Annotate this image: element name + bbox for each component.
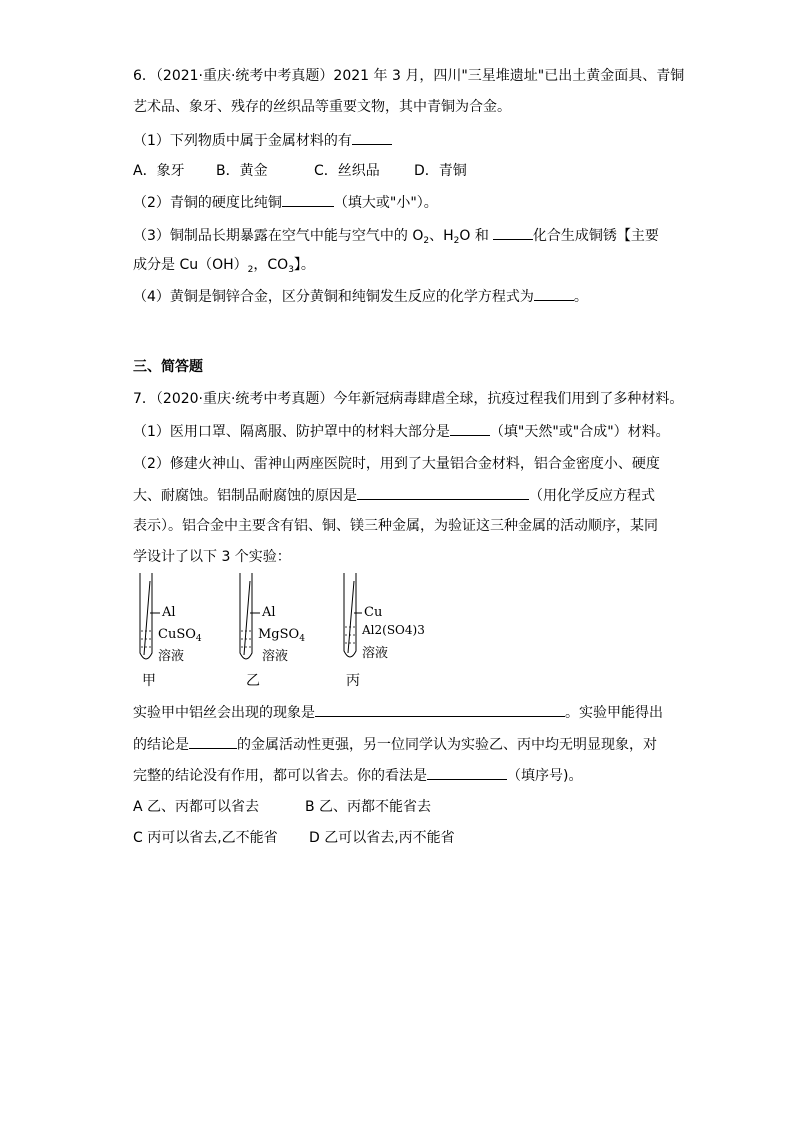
tube-yi-solution — [258, 627, 305, 644]
q7-part2-answer-blank[interactable] — [357, 485, 529, 500]
q6-part2 — [133, 192, 438, 213]
tube-bing-solution: Al2(SO4)3 — [362, 623, 425, 637]
q6-part1-answer-blank[interactable] — [352, 130, 392, 145]
q7-part3-text-d: 的金属活动性更强，另一位同学认为实验乙、丙中均无明显现象，对 — [237, 737, 657, 753]
q6-part3-text-b: 、H — [429, 228, 454, 244]
tube-bing-liquid: 溶液 — [362, 646, 389, 661]
q6-part3-text-e: 成分是 Cu（OH） — [133, 257, 248, 273]
q6-part1 — [133, 130, 392, 151]
q7-part3-line1 — [133, 702, 663, 723]
q6-part2-hint: （填大或"小"）。 — [333, 195, 438, 211]
q6-part3-text-f: ，CO — [253, 257, 289, 273]
q6-part1-text: （1）下列物质中属于金属材料的有 — [133, 133, 352, 149]
subscript: 4 — [195, 634, 202, 644]
q7-part3-answer-blank-choice[interactable] — [427, 765, 507, 780]
subscript: 4 — [299, 634, 305, 644]
q7-part2-line4: 学设计了以下 3 个实验： — [133, 549, 291, 565]
section-title: 三、简答题 — [133, 359, 203, 375]
q6-part4-answer-blank[interactable] — [534, 286, 574, 301]
tube-bing-caption: 丙 — [346, 673, 360, 689]
tube-jia-solution-formula: CuSO — [158, 627, 196, 642]
q7-part2-line1: （2）修建火神山、雷神山两座医院时，用到了大量铝合金材料，铝合金密度小、硬度 — [133, 456, 660, 472]
q6-option-c[interactable]: C．丝织品 — [314, 163, 380, 179]
q7-part3-text-f: （填序号)。 — [507, 768, 583, 784]
subscript: 2 — [453, 236, 460, 246]
q7-part2-line3: 表示）。铝合金中主要含有铝、铜、镁三种金属，为验证这三种金属的活动顺序，某同 — [133, 518, 658, 534]
q6-part4-text: （4）黄铜是铜锌合金，区分黄铜和纯铜发生反应的化学方程式为 — [133, 289, 534, 305]
q6-option-a[interactable]: A．象牙 — [133, 163, 185, 179]
q7-part3-line3 — [133, 765, 582, 786]
q7-options-row2 — [133, 828, 455, 848]
q6-part3-answer-blank[interactable] — [493, 225, 533, 240]
q6-part2-answer-blank[interactable] — [282, 192, 334, 207]
tube-jia-caption: 甲 — [142, 673, 156, 689]
q6-part3-cont — [133, 255, 315, 280]
q6-options — [133, 161, 467, 181]
q7-option-b[interactable]: B 乙、丙都不能省去 — [305, 799, 432, 815]
q6-stem-line2: 艺术品、象牙、残存的丝织品等重要文物，其中青铜为合金。 — [133, 99, 511, 115]
tube-yi-caption: 乙 — [246, 673, 260, 689]
q7-part1-answer-blank[interactable] — [450, 421, 490, 436]
q7-part3-answer-blank-metal[interactable] — [189, 734, 237, 749]
q6-option-b[interactable]: B．黄金 — [216, 163, 268, 179]
q6-part3-text-c: O 和 — [459, 228, 489, 244]
tube-yi-metal: Al — [262, 605, 276, 620]
q6-option-d[interactable]: D．青铜 — [414, 163, 467, 179]
q7-stem: 7．（2020·重庆·统考中考真题）今年新冠病毒肆虐全球，抗疫过程我们用到了多种材料。 — [133, 391, 684, 407]
q7-part3-text-b: 。实验甲能得出 — [565, 705, 663, 721]
q6-part2-text: （2）青铜的硬度比纯铜 — [133, 195, 282, 211]
tube-bing — [342, 573, 432, 668]
tube-jia — [138, 573, 218, 668]
q6-part3-text: （3）铜制品长期暴露在空气中能与空气中的 O — [133, 228, 424, 244]
q7-option-d[interactable]: D 乙可以省去,丙不能省 — [309, 830, 455, 846]
q6-part3-text-d: 化合生成铜锈【主要 — [532, 228, 659, 244]
q7-option-c[interactable]: C 丙可以省去,乙不能省 — [133, 830, 278, 846]
q6-stem-line1: 6．（2021·重庆·统考中考真题）2021 年 3 月，四川"三星堆遗址"已出土黄金面具、青铜 — [133, 68, 685, 84]
tube-bing-metal: Cu — [364, 605, 383, 620]
q7-part3-text-e: 完整的结论没有作用，都可以省去。你的看法是 — [133, 768, 427, 784]
q7-part2-text-c: （用化学反应方程式 — [529, 488, 655, 504]
q7-part3-text-c: 的结论是 — [133, 737, 189, 753]
q6-part3-text-g: 】。 — [293, 257, 315, 273]
tube-jia-solution — [158, 627, 202, 644]
tube-jia-metal: Al — [162, 605, 176, 620]
tube-yi — [238, 573, 318, 668]
q7-part3-answer-blank-phenomenon[interactable] — [315, 702, 565, 717]
tube-yi-solution-formula: MgSO — [258, 627, 300, 642]
q7-part3-text-a: 实验甲中铝丝会出现的现象是 — [133, 705, 315, 721]
q7-part1-text: （1）医用口罩、隔离服、防护罩中的材料大部分是 — [133, 424, 450, 440]
q6-part4 — [133, 286, 588, 307]
tube-yi-liquid: 溶液 — [262, 649, 289, 664]
q7-options-row1 — [133, 797, 431, 817]
subscript: 2 — [423, 236, 430, 246]
q7-part1-hint: （填"天然"或"合成"）材料。 — [489, 424, 670, 440]
q6-part3 — [133, 225, 659, 251]
q7-part2-line2 — [133, 485, 655, 506]
subscript: 2 — [247, 265, 254, 275]
q7-part1 — [133, 421, 670, 442]
q7-part3-line2 — [133, 734, 657, 755]
subscript: 3 — [288, 265, 294, 275]
q7-option-a[interactable]: A 乙、丙都可以省去 — [133, 799, 260, 815]
q6-part4-end: 。 — [573, 289, 588, 305]
tube-jia-liquid: 溶液 — [158, 649, 185, 664]
q7-part2-text-b: 大、耐腐蚀。铝制品耐腐蚀的原因是 — [133, 488, 357, 504]
